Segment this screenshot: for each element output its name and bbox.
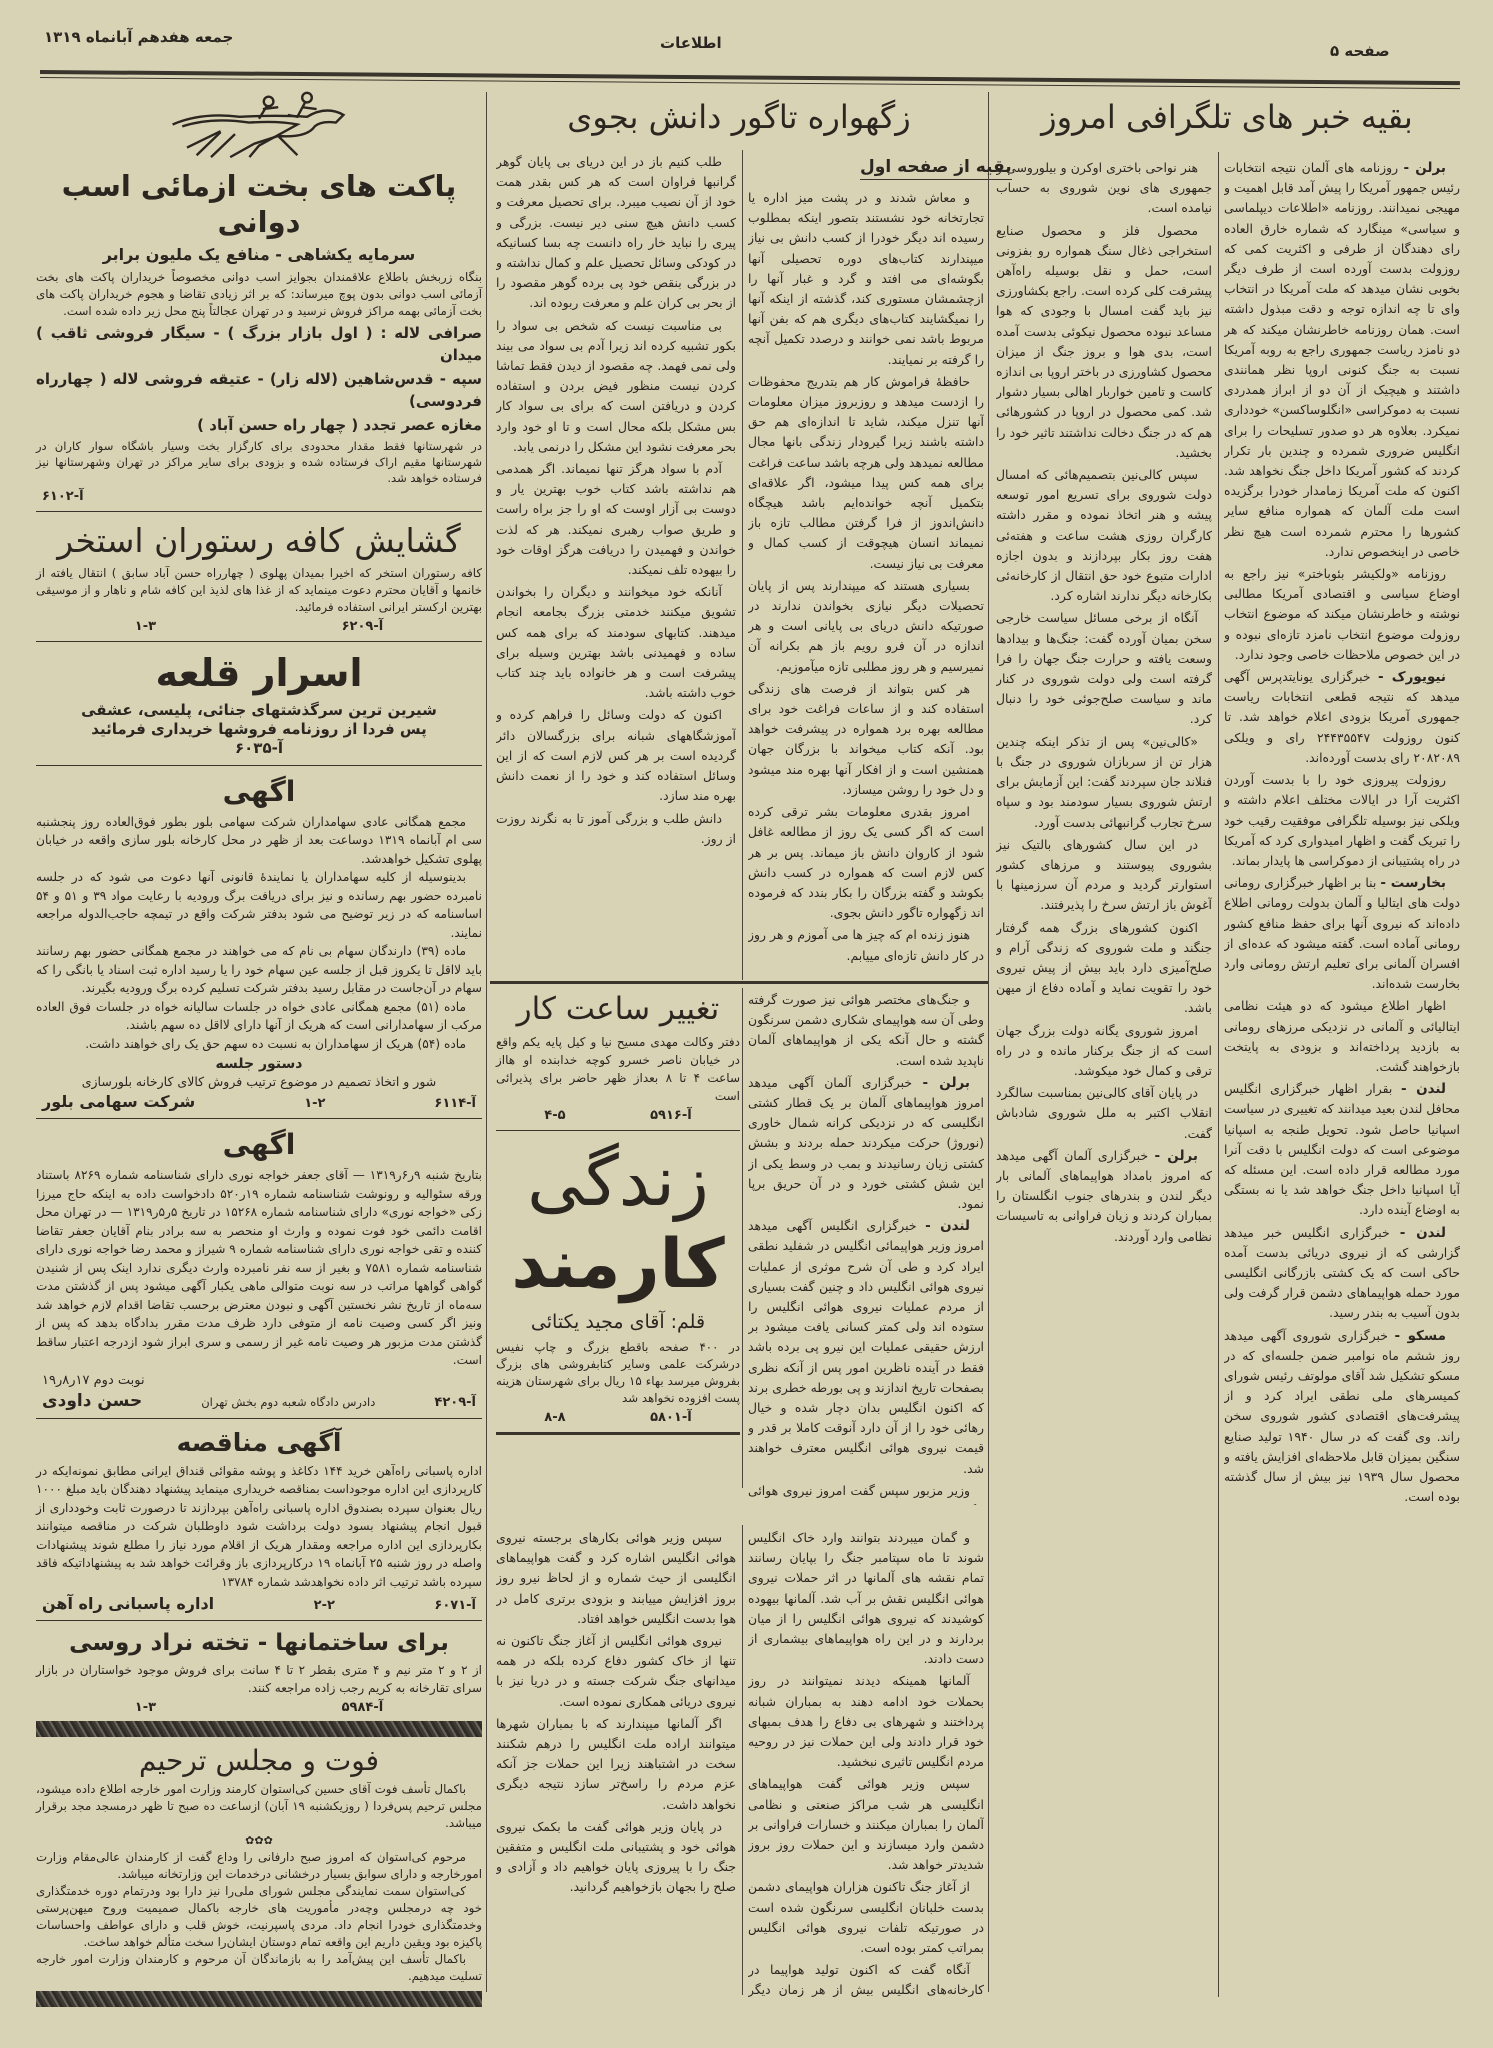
code-row	[42, 1594, 476, 1613]
paragraph-text: دانش طلب و بزرگی آموز تا به نگرند روزت از روز.	[496, 810, 736, 846]
paragraph	[496, 705, 736, 806]
code-row	[502, 1410, 734, 1425]
news-column-bottom-left	[496, 1528, 736, 1998]
paragraph	[748, 802, 984, 923]
hours-ad-body: دفتر وکالت مهدی مسیح نیا و کیل پایه یکم واقع در خیابان ناصر خسرو کوچه خدابنده او هااز ساعت ۴ تا ۸ بعداز ظهر حاضر برای پذیرائی است	[496, 1034, 740, 1103]
cafe-ad-title: گشایش کافه رستوران استخر	[57, 520, 461, 560]
paragraph	[1224, 667, 1460, 768]
paragraph: باکمال تأسف این پیش‌آمد را به بازماندگان آن مرحوم و کارمندان وزارت امور خارجه تسلیت میدهیم.	[36, 1952, 482, 1984]
ad-code: آ-۶۰۳۵	[235, 738, 283, 757]
paragraph-text: «کالی‌نین» پس از تذکر اینکه چندین هزار تن از سربازان شوروی در جنگ با فنلاند جان سپردند گفت: این آزمایش برای ارتش شوروی بسیار سودمند بود و سپاه سرخ تجارب گرانبهائی بدست آورد.	[996, 733, 1212, 830]
dateline: برلن -	[922, 1074, 970, 1091]
paragraph-text: وزیر مزبور سپس گفت امروز نیروی هوائی	[748, 1482, 970, 1498]
paragraph-text: در پایان وزیر هوائی گفت ما بکمک نیروی هوائی خود و پشتیبانی ملت انگلیس و متفقین جنگ را با پیروزی پایان خواهیم داد و آزادی و صلح را بجهان بازخواهیم گردانید.	[496, 1818, 736, 1895]
paragraph-text: از آغاز جنگ تاکنون هزاران هواپیمای دشمن بدست خلبانان انگلیسی سرنگون شده است در صورتیکه تلفات نیروی هوائی انگلیس بمراتب کمتر بوده است.	[748, 1879, 984, 1956]
code-row	[42, 1391, 476, 1411]
paragraph	[996, 1146, 1212, 1247]
telegraph-news-left	[996, 158, 1212, 1998]
paragraph	[748, 1877, 984, 1958]
middle-ads-stack	[496, 990, 740, 1435]
lottery-ad-subtitle: سرمایه یکشاهی - منافع یک ملیون برابر	[102, 244, 416, 264]
paragraph	[496, 1528, 736, 1629]
paragraph-text: روزولت پیروزی خود را با بدست آوردن اکثریت آرا در ایالات مختلف اعلام داشته و ویلکی نیز بوسیله تلگرافی موفقیت رقیب خود را تبریک گفت و اظهار امیدواری کرد که آمریکا در راه پشتیبانی از دموکراسی ها پایدار بماند.	[1224, 772, 1460, 868]
paragraph	[496, 1817, 736, 1898]
paragraph-text: آنگاه گفت که اکنون تولید هواپیما در کارخانه‌های انگلیس بیش از هر زمان دیگر	[748, 1962, 984, 1998]
lottery-locations-line: مغازه عصر تجدد ( چهار راه حسن آباد )	[197, 415, 482, 434]
paragraph	[748, 1671, 984, 1772]
castle-ad-line: شیرین ترین سرگذشتهای جنائی، پلیسی، عشقی	[81, 701, 437, 720]
ad-code: آ-۶۱۱۴	[434, 1096, 476, 1112]
paragraph-text: اکنون کشورهای بزرگ همه گرفتار جنگند و ملت شوروی که زندگی آرام و صلح‌آمیزی دارد باید بیش از پیش نیروی خود را تقویت نماید و آماده دفاع از میهن باشد.	[996, 919, 1212, 1016]
paragraph	[748, 990, 984, 1071]
paragraph-text: روزنامه «ولکیشر بئوباختر» نیز راجع به اوضاع سیاسی و اقتصادی آمریکا مطالبی نوشته و خاطرنشان میکند که موضوع انتخاب روزولت موضوع انتخاب نامزد تازه‌ای نبوده و در این خصوص ملاحظات خاصی وجود ندارد.	[1224, 566, 1460, 662]
shareholders-notice-body	[36, 813, 482, 1054]
paragraph	[748, 188, 984, 370]
paragraph	[748, 576, 984, 677]
divider	[36, 1118, 482, 1119]
notice-title: اگهی	[222, 774, 296, 808]
paragraph-text: آنگاه از برخی مسائل سیاست خارجی سخن بمیان آورده گفت: جنگ‌ها و بیدادها وسعت یافته و حرارت جنگ جهان را فرا گرفته است ولی دولت شوروی در کنار ماند و سیاست صلح‌جوئی خود را دنبال کرد.	[996, 610, 1212, 727]
paragraph	[996, 835, 1212, 916]
paragraph	[1224, 770, 1460, 871]
paragraph	[496, 459, 736, 580]
ad-code: آ-۵۹۱۶	[650, 1107, 692, 1123]
paragraph	[748, 679, 984, 800]
paragraph-text: در این سال کشورهای بالتیک نیز بشوروی پیوستند و مرزهای کشور استوارتر گردید و مردم آن سرزمینها با آغوش باز ارتش سرخ را پذیرفتند.	[996, 836, 1212, 913]
paragraph	[1224, 1326, 1460, 1508]
paragraph-text: بسیاری هستند که میپندارند پس از پایان تحصیلات دیگر نیازی بخواندن ندارند در صورتیکه دانش دریای بی پایانی است و هر اندازه در آن فرو رویم باز هم بکرانه آن نمیرسیم و هر روز مطلبی تازه میآموزیم.	[748, 577, 984, 674]
paragraph	[748, 1774, 984, 1875]
lumber-ad-body: از ۲ و ۲ متر نیم و ۴ متری بقطر ۲ تا ۴ سانت برای فروش موجود خواستاران در بازار سرای تقارخانه به کریم رجب زاده مراجعه کنند.	[36, 1663, 482, 1696]
racehorse-illustration	[159, 88, 359, 160]
paragraph-text: محصول فلز و محصول صنایع استخراجی ذغال سنگ همواره رو بفزونی است، حمل و نقل بوسیله راه‌آهن پیشرفت کلی کرده است. راجع بکشاورزی نیز باید گفت امسال با وجودی که هوا مساعد نبوده محصول نیکوئی بدست آمده است، بدی هوا و بروز جنگ از میزان محصول کشاورزی در باختر اروپا بی اندازه کاست و تامین خواربار اهالی بسیار دشوار شد. کمی محصول در اروپا در کشورهائی هم که در جنگ دخالت نداشتند تاثیر خود را بخشید.	[996, 222, 1212, 460]
dateline: برلن -	[1154, 1147, 1198, 1164]
paragraph-text: امروز شوروی یگانه دولت بزرگ جهان است که از جنگ برکنار مانده و در راه ترقی و کمال خود میکوشد.	[996, 1022, 1212, 1078]
column-divider	[486, 92, 487, 1992]
paragraph	[748, 1960, 984, 1998]
code-row	[42, 619, 476, 634]
paragraph: ماده (۵۴) هریک از سهامداران به نسبت ده سهم حق یک رای خواهند داشت.	[85, 1036, 466, 1051]
code-row	[42, 1373, 476, 1388]
dateline: برلن -	[1403, 160, 1446, 176]
paragraph-text: خبرگزاری یونایتدپرس آگهی میدهد که نتیجه قطعی انتخابات ریاست جمهوری آمریکا بزودی اعلام خواهد شد. تا کنون روزولت ۲۴۴۳۵۵۴۷ رای و ویلکی ۲۰۸۲۰۸۹ رای بدست آورده‌اند.	[1224, 669, 1460, 765]
paragraph	[748, 1528, 984, 1669]
paragraph-text: هر کس بتواند از فرصت های زندگی استفاده کند و از ساعات فراغت خود برای مطالعه بهره برد همواره در پیشرفت خواهد بود. آنکه کتاب میخواند با بزرگان جهان همنشین است و از افکار آنها بهره مند میشود و دل خود را روشن میسازد.	[748, 680, 984, 797]
divider	[36, 511, 482, 512]
code-row	[502, 1108, 734, 1123]
hours-ad-title: تغییر ساعت کار	[516, 991, 720, 1027]
telegraph-news-headline: بقیه خبر های تلگرافی امروز	[1041, 98, 1413, 136]
news-column	[748, 990, 984, 1505]
run-date: نوبت دوم ۱۷ر۸ر۱۹	[42, 1372, 145, 1388]
paragraph	[496, 582, 736, 703]
subcolumn-divider	[742, 150, 743, 980]
paragraph-text: اکنون که دولت وسائل را فراهم کرده و آموزشگاههای شبانه برای بزرگسالان دائر گردیده است بر هر کس لازم است که از این وسائل استفاده کند و خود را از نعمت دانش بهره مند سازد.	[496, 707, 736, 804]
code-row	[42, 1700, 476, 1715]
paragraph: باکمال تأسف فوت آقای حسین کی‌استوان کارمند وزارت امور خارجه اطلاع داده میشود، مجلس ترحیم پس‌فردا ( روزیکشنبه ۱۹ آبان) ازساعت ده صبح تا ظهر درمسجد مجد برقرار میباشد.	[36, 1782, 482, 1831]
paragraph	[748, 1481, 984, 1505]
paragraph-text: بنا بر اظهار خبرگزاری رومانی دولت های ایتالیا و آلمان بدولت رومانی اطلاع داده‌اند که نیروی آنها برای حفظ منافع کشور رومانی آماده است. گفته میشود که عده‌ای از افسران آلمانی برای تعلیم ارتش رومانی وارد بخارست شده‌اند.	[1224, 875, 1460, 992]
divider	[496, 1432, 740, 1435]
paragraph: ماده (۳۹) دارندگان سهام بی نام که می خواهند در مجمع همگانی حضور بهم رسانند باید لااقل تا یکروز قبل از جلسه عین سهام خود را یا رسید اداره ثبت اسناد یا بانگی را که سهام در آن‌جاست در مقابل رسید بدفتر شرکت تسلیم کرده برگ ورودیه بگیرند.	[36, 944, 482, 995]
paragraph	[996, 608, 1212, 729]
lumber-ad-title: برای ساختمانها - تخته نراد روسی	[69, 1630, 449, 1657]
divider	[36, 1620, 482, 1621]
paragraph	[496, 1631, 736, 1712]
castle-ad-title: اسرار قلعه	[155, 650, 363, 695]
ad-code: آ-۶۱۰۲	[42, 488, 84, 504]
lottery-locations-line: سپه - قدس‌شاهین (لاله زار) - عتیقه فروشی لاله ( چهارراه فردوسی)	[36, 369, 482, 410]
paragraph-text: سپس وزیر هوائی بکارهای برجسته نیروی هوائی انگلیس اشاره کرد و گفت هواپیماهای انگلیسی از حیث شماره و از لحاظ نیرو روز بروز افزایش مییابند و بزودی برتری کامل در هوا بدست انگلیس خواهد افتاد.	[496, 1530, 736, 1626]
ornament-separator: ✿✿✿	[245, 1834, 273, 1848]
paragraph-text: هنوز زنده ام که چیز ها می آموزم و هر روز در کار دانش تازه‌ای مییابم.	[748, 927, 984, 963]
paragraph-text: خبرگزاری انگلیس خبر میدهد گزارشی که از نیروی دریائی بدست آمده حاکی است که یک کشتی بازرگانی انگلیسی مورد حمله هواپیماهای دشمن قرار گرفت ولی بدون آسیب به بندر رسید.	[1224, 1224, 1460, 1321]
paragraph-text: بی مناسبت نیست که شخص بی سواد را بکور تشبیه کرده اند زیرا آدم بی سواد می بیند ولی نمی فهمد. چه مقصود از دیدن فقط تماشا کردن نیست منظور فیض بردن و استفاده کردن و دریافتن است که برای بی سواد کار بس مشکل بلکه محال است و تا او خود وارد بحر معرفت نشود این مشکل را درنمی یابد.	[496, 317, 736, 454]
paragraph	[1224, 158, 1460, 562]
ad-code: آ-۶۰۷۱	[434, 1598, 476, 1614]
book-ad-title-bottom: کارمند	[511, 1224, 725, 1304]
paragraph-text: و گمان میبردند بتوانند وارد خاک انگلیس شوند تا ماه سپتامبر جنگ را بپایان رسانند تمام نقشه های آلمانها در اثر حملات نیروی هوائی انگلیس نقش بر آب شد. آلمانها بیهوده کوشیدند که نیروی هوائی انگلیس را از میان بردارند و در این راه هواپیماهای بیشماری از دست دادند.	[748, 1530, 984, 1667]
paragraph-text: سپس کالی‌نین بتصمیم‌هائی که امسال دولت شوروی برای تسریع امور توسعه پیشه و هنر اتخاذ نموده و مقرر داشته کارگران روزی هشت ساعت و هفته‌ئی هفت روز بکار بپردازند و بدون اجازه ادارات متبوع خود حق انتقال از کارخانه‌ئی بکارخانه دیگر ندارند اشاره کرد.	[996, 467, 1212, 604]
paragraph-text: در پایان آقای کالی‌نین بمناسبت سالگرد انقلاب اکتبر به ملل شوروی شادباش گفت.	[996, 1085, 1212, 1141]
notice-signature: اداره پاسبانی راه آهن	[42, 1594, 215, 1614]
tender-title: آگهی مناقصه	[176, 1427, 342, 1457]
obituary-body	[36, 1781, 482, 1985]
decorative-border	[36, 1991, 482, 2007]
paragraph	[996, 1083, 1212, 1144]
paragraph-text: نیروی هوائی انگلیس از آغاز جنگ تاکنون نه تنها از خاک کشور دفاع کرده بلکه در همه میدانهای جنگ شرکت جسته و در دریا نیز با نیروی دریائی همکاری نموده است.	[496, 1633, 736, 1709]
paragraph	[996, 1021, 1212, 1082]
article-continued-left	[496, 152, 736, 978]
paragraph	[996, 732, 1212, 833]
divider	[496, 1130, 740, 1131]
paragraph-text: بقرار اظهار خبرگزاری انگلیس محافل لندن بعید میدانند که تغییری در سیاست اسپانیا حاصل شود. تحویل طنجه به اسپانیا موضوعی است که دولت انگلیس با دقت آنرا مورد مطالعه قرار داده است. این مسئله که آیا اسپانیا داخل جنگ خواهد شد یا نه بستگی به اوضاع آینده دارد.	[1224, 1081, 1460, 1218]
tender-body: اداره پاسبانی راه‌آهن خرید ۱۴۴ دکاغذ و پوشه مقوائی قنداق ایرانی مطابق نمونه‌ایکه در کارپردازی این اداره موجوداست بمناقصه خریداری مینماید پیشنهاد دهندگان باید مبلغ ۱۰۰۰ ریال بعنوان سپرده بصندوق اداره پاسبانی راه‌آهن بپردازند تا درصورت ثابت وخودداری از قبول انجام پیشنهاد بسود دولت برداشت شود داوطلبان شرکت در مناقصه میتوانند بکارپردازی این اداره مراجعه ومقدار هریک از اقلام مورد نیاز را مطلع شوند پیشنهادات واصله در روز شنبه ۲۵ آبانماه ۱۹ درکارپردازی باز وقرائت خواهد شد به پیشنهاداتیکه فاقد سپرده باشد ترتیب اثر داده نخواهدشد شماره ۱۳۷۸۴	[36, 1463, 483, 1589]
dateline: لندن -	[925, 1218, 970, 1235]
agenda-text: شور و اتخاذ تصمیم در موضوع ترتیب فروش کالای کارخانه بلورسازی	[81, 1073, 437, 1089]
notice-signature: شرکت سهامی بلور	[42, 1092, 196, 1112]
paragraph-text: خبرگزاری شوروی آگهی میدهد روز ششم ماه نوامبر ضمن جلسه‌ای که در مسکو تشکیل شد آقای مولوتف رئیس شورای کمیسرهای ملی نطقی ایراد کرد و از پیشرفت‌های اقتصادی کشور شوروی سخن راند. وی گفت که در سال ۱۹۴۰ تولید صنایع سنگین بمیزان قابل ملاحظه‌ای افزایش یافته و محصول سال ۱۹۳۹ نیز بیش از سال گذشته بوده است.	[1224, 1327, 1460, 1505]
notice-title: اگهی	[222, 1128, 296, 1162]
paragraph	[1224, 873, 1460, 994]
decorative-border	[36, 1721, 482, 1737]
dateline: مسکو -	[1394, 1327, 1446, 1344]
subcolumn-divider	[1218, 152, 1219, 1997]
paragraph-text: امروز بقدری معلومات بشر ترقی کرده است که اگر کسی یک روز از مطالعه غافل شود از کاروان دانش باز میماند. پس بر هر کس لازم است که همواره در کسب دانش بکوشد و گفته بزرگان را بکار بندد که فرموده اند زگهواره تاگور دانش بجوی.	[748, 804, 984, 921]
ad-run: ۱-۳	[134, 618, 157, 634]
paragraph	[996, 465, 1212, 606]
article-continued-right	[748, 188, 984, 978]
divider	[36, 641, 482, 642]
lottery-ad-footer: در شهرستانها فقط مقدار محدودی برای کارگزار بخت وسیار باشگاه سوار کاران در شهرستانها مقیم اراک فرستاده شده و بزودی برای سایر مراکز در تهران وشهرستانها نیز فرستاده خواهد شد.	[36, 438, 482, 485]
ad-run: ۱-۳	[134, 1700, 157, 1716]
issue-date: جمعه هفدهم آبانماه ۱۳۱۹	[44, 28, 234, 46]
newspaper-name: اطلاعات	[660, 34, 722, 52]
paragraph	[496, 1714, 736, 1815]
book-ad-title-top: زندگی	[527, 1139, 709, 1222]
paragraph-text: اگر آلمانها میپندارند که با بمباران شهرها میتوانند اراده ملت انگلیس را درهم شکنند سخت در اشتباهند زیرا این حملات جز آنکه عزم مردم را راسخ‌تر سازد نتیجه دیگری نخواهد داشت.	[496, 1715, 736, 1812]
lottery-locations-line: صرافی لاله : ( اول بازار بزرگ ) - سیگار فروشی ثاقب ) میدان	[36, 323, 482, 364]
code-row	[42, 1092, 476, 1111]
paragraph-text: خبرگزاری آلمان آگهی میدهد که امروز بامداد هواپیماهای آلمانی بار دیگر لندن و بندرهای جنوب انگلستان را بمباران کردند و زیان فراوانی به تاسیسات نظامی وارد آوردند.	[996, 1147, 1212, 1244]
news-column-bottom-right	[748, 1528, 984, 1998]
paragraph	[1224, 564, 1460, 665]
paragraph-text: اظهار اطلاع میشود که دو هیئت نظامی ایتالیائی و آلمانی در نزدیکی مرزهای رومانی به بازدید پرداخته‌اند و بزودی به پایتخت بازخواهند گشت.	[1224, 998, 1460, 1074]
ad-code: آ-۶۲۰۹	[341, 618, 384, 634]
notice-signature: حسن داودی	[42, 1390, 143, 1411]
ad-run: ۲-۲	[313, 1598, 335, 1614]
paragraph: ماده (۵۱) مجمع همگانی عادی خواه در جلسات سالیانه خواه در جلسات فوق العاده مرکب از سهامدارانی است که هریک از آنها دارای لااقل ده سهم باشند.	[36, 999, 482, 1032]
divider	[36, 1418, 482, 1419]
paragraph	[748, 925, 984, 965]
ad-run: ۴-۵	[544, 1107, 566, 1123]
article-headline: زگهواره تاگور دانش بجوی	[567, 98, 911, 136]
paragraph	[748, 1073, 984, 1214]
paragraph: بدینوسیله از کلیه سهامداران یا نمایندهٔ قانونی آنها دعوت می شود که در جلسه نامبرده حضور بهم رسانده و نیز برای دریافت برگ ورودیه با رعایت مواد ۳۹ و ۵۱ و ۵۴ اساسنامه که در زیر توضیح می شود بدفتر شرکت واقع در تیمچه حاجب‌الدوله مراجعه نمایند.	[36, 870, 483, 940]
paragraph: کی‌استوان سمت نمایندگی مجلس شورای ملی‌را نیز دارا بود ودرتمام دوره خدمتگذاری خود چه درمجلس وچه‌در مأموریت های خارجه باکمال صمیمیت وروح میهن‌پرستی وخدمتگذاری خودرا انجام داد. مردی پاسپرنیت، خوش قلب و دارای عواطف واحساسات پاکیزه بود ویقین داریم این واقعه تمام دوستان ایشان‌را سخت متألم خواهد ساخت.	[36, 1884, 482, 1950]
page-number: صفحه ۵	[1330, 42, 1390, 60]
paragraph-text: آلمانها همینکه دیدند نمیتوانند در روز بحملات خود ادامه دهند به بمباران شبانه پرداختند و شهرهای بی دفاع را هدف بمبهای خود قرار دادند ولی این حملات نیز در روحیه مردم انگلیس تاثیری نبخشید.	[748, 1673, 984, 1770]
code-row	[42, 489, 476, 504]
paragraph-text: و معاش شدند و در پشت میز اداره یا تجارتخانه خود نشستند بتصور اینکه بمطلوب رسیده اند دیگر خودرا از کسب دانش بی نیاز میپندارند کتاب‌های دوره تحصیلی آنها بگوشه‌ای می افتد و گرد و غبار آنها را ازچشمشان مستوری کند، گذشته از اینکه آنها را نمیگشایند کتاب‌های دیگری هم که بفن آنها مربوط باشد نمی خوانند و درصدد تکمیل آنچه را گرفته بر نمیایند.	[748, 190, 984, 367]
agenda-title: دستور جلسه	[215, 1056, 303, 1072]
continued-label: بقیه از صفحه اول	[860, 157, 1012, 180]
subcolumn-divider	[742, 1525, 743, 1995]
telegraph-news-right	[1224, 158, 1460, 1998]
paragraph: مرحوم کی‌استوان که امروز صبح دارفانی را وداع گفت از کارمندان عالی‌مقام وزارت امورخارجه و دارای سوابق بسیار درخشانی درخدمات این وزارتخانه میباشد.	[36, 1850, 482, 1882]
paragraph-text: و جنگ‌های مختصر هوائی نیز صورت گرفته وطی آن سه هواپیمای شکاری دشمن سرنگون گشته و حال آنکه یکی از هواپیماهای آلمان ناپدید شده است.	[748, 992, 984, 1068]
paragraph-text: آدم با سواد هرگز تنها نمیماند. اگر همدمی هم نداشته باشد کتاب خوب بهترین یار و دوست بی آزار اوست که او را جز براه راست و طریق صواب رهبری نمیکند. هر که لذت خواندن و فهمیدن را دریافت هرگز اوقات خود را بیهوده تلف نمیکند.	[496, 461, 736, 578]
dateline: لندن -	[1401, 1081, 1446, 1098]
paragraph-text: خبرگزاری انگلیس آگهی میدهد امروز وزیر هواپیمائی انگلیس در شفلید نطقی ایراد کرد و طی آن شرح موثری از عملیات نیروی هوائی انگلیس داد و چنین گفت بسیاری از مردم عملیات نیروی هوائی انگلیس را ستوده اند ولی کمتر کسانی یافت میشود بر ارزش حقیقی عملیات این نیرو پی برده باشد فقط در آینده ناظرین امور پس از آنکه نظری بصفحات تاریخ اندازند و پی بورطه خطری برند که اکنون انگلیس بدان دچار شده و خیال رهائی خود را از آن دارد آنوقت کاملا بر قدر و قیمت نیروی هوائی انگلیس معترف خواهند شد.	[748, 1218, 984, 1476]
paragraph	[1224, 1079, 1460, 1220]
lottery-ad-title: پاکت های بخت ازمائی اسب دوانی	[61, 169, 457, 240]
paragraph	[996, 918, 1212, 1019]
paragraph	[496, 152, 736, 314]
left-ads-column	[36, 88, 482, 2013]
ad-code: آ-۴۲۰۹	[434, 1394, 476, 1410]
paragraph: مجمع همگانی عادی سهامداران شرکت سهامی بلور بطور فوق‌العاده روز پنجشنبه سی ام آبانماه ۱۳۱۹ دوساعت بعد از ظهر در محل کارخانه بلور سازی واقعه در خیابان پهلوی تشکیل خواهدشد.	[36, 814, 482, 866]
column-divider	[988, 92, 989, 1992]
dateline: لندن -	[1399, 1224, 1446, 1241]
book-ad-author: قلم: آقای مجید یکتائی	[530, 1310, 706, 1333]
paragraph-text: هنر نواحی باختری اوکرن و بیلوروسی و جمهوری های نوین شوروی به حساب نیامده است.	[996, 160, 1212, 216]
ad-run: ۸-۸	[544, 1409, 566, 1425]
obituary-title: فوت و مجلس ترحیم	[138, 1744, 380, 1778]
ad-code: آ-۵۹۸۴	[341, 1700, 384, 1716]
paragraph	[496, 809, 736, 849]
paragraph	[748, 1216, 984, 1479]
paragraph	[1224, 996, 1460, 1077]
paragraph	[996, 158, 1212, 219]
paragraph	[1224, 1223, 1460, 1324]
paragraph	[496, 316, 736, 457]
paragraph-text: آنانکه خود میخوانند و دیگران را بخواندن تشویق میکنند خدمتی بزرگ بجامعه انجام میدهند. کتابهای سودمند که برای همه کس ساده و فهمیدنی باشد بهترین وسیله برای پیشرفت است و هر خانواده باید چند کتاب خوب داشته باشد.	[496, 584, 736, 701]
paragraph-text: طلب کنیم باز در این دریای بی پایان گوهر گرانبها فراوان است که هر کس بقدر همت خود از آن نصیب میبرد. برای تحصیل معرفت و کسب دانش هیچ سنی دیر نیست. بزرگی و پیری را نباید خار راه دانست چه بسا کسانیکه در کودکی وسائل تحصیل علم و کمال نداشته و در بزرگی بنقص خود پی برده گوهر مقصود را از بحر بی کران علم و معرفت ربوده اند.	[496, 154, 736, 311]
book-ad-body: در ۴۰۰ صفحه باقطع بزرگ و چاپ نفیس درشرکت علمی وسایر کتابفروشی های بزرگ بفروش میرسد بهاء ۱۵ ریال برای شهرستان هزینه پست افزوده نخواهد شد	[496, 1339, 740, 1405]
divider	[490, 981, 988, 984]
lottery-ad-body: بنگاه زربخش باطلاع علاقمندان بجوایز اسب دوانی مخصوصاً خریداران پاکت های بخت آزمائی اسب دوانی بدون پوچ میرساند: که بر اثر زیادی تقاضا و هجوم خریداران پاکت های بخت آزمائی بهمه مراکز فروش نرسید و در تهران عجالتاً پنج محل زیر داده شده است.	[36, 269, 482, 318]
castle-ad-line: پس فردا از روزنامه فروشها خریداری فرمائید	[91, 720, 427, 738]
ad-code: آ-۵۸۰۱	[650, 1409, 692, 1425]
inheritance-notice-body: بتاریخ شنبه ۹ر۶ر۱۳۱۹ — آقای جعفر خواجه نوری دارای شناسنامه شماره ۸۲۶۹ باستناد ورقه سئوالیه و رونوشت شناسنامه شماره ۱۹ر۵۲۰ دادخواست داده به اینکه حاج میرزا زکی «خواجه نوری» دارای شناسنامه شماره ۱۵۲۶۸ در تاریخ ۵ر۵ر۱۳۱۹ — در تهران محل اقامت دائمی خود فوت نموده و وارث او منحصر به سه برادر بنام آقایان جعفر تقاضا کننده و تقی خواجه نوری دارای شناسنامه شماره ۹ شیراز و محمد رضا خواجه نوری دارای شناسنامه شماره ۷۵۸۱ و بغیر از سه نفر نامبرده وارث دیگری ندارد اینک پس از شنیدن گواهی گواهها مراتب در سه نوبت متوالی ماهی یکبار آگهی میشود پس از گذشتن مدت سه‌ماه از تاریخ نشر نخستین آگهی و نبودن معترض برحسب تقاضا اقدام لازم خواهد شد ونیز اگر کسی وصیت نامه از متوفی دارد ظرف مدت مقرر بدادگاه بدهد که پس از گذشتن مدت مزبور هر وصیت نامه غیر از رسمی و سری ابراز شود ازدرجه اعتبار ساقط است.	[36, 1168, 483, 1368]
subcolumn-divider	[742, 988, 743, 1488]
dateline: بخارست -	[1380, 875, 1446, 892]
divider	[36, 765, 482, 766]
paragraph-text: خبرگزاری آلمان آگهی میدهد امروز هواپیماهای آلمان بر یک قطار کشتی انگلیسی که در نزدیکی کرانه شمال خاوری (نوروژ) حرکت میکردند حمله بردند و بشش کشتی زیان رسانیدند و بمب در وسط یکی از این شش کشتی خورد و در آن حریق برپا نمود.	[748, 1074, 984, 1212]
dateline: نیویورک -	[1378, 669, 1446, 686]
paragraph	[748, 372, 984, 574]
paragraph-text: روزنامه های آلمان نتیجه انتخابات رئیس جمهور آمریکا را پیش آمد قابل اهمیت و مهیجی نمیدانند. روزنامه «اطلاعات دیپلماسی و سیاسی» مینگارد که شماره خارق العاده رای دهندگان از طرفی و اکثریت کمی که روزولت بدست آورده است از طرف دیگر بخوبی نشان میدهد که ملت آمریکا در انتخاب وای تا چه اندازه توجه و دقت مبذول داشته است. همان روزنامه خاطرنشان میکند که هر دو نامزد ریاست جمهوری راجع به روبه آمریکا نسبت به جنگ کنونی اروپا نظر همانندی داشتند و هیچیک از آن دو از ابراز همدردی نسبت به دموکراسی «انگلوساکسن» خودداری نمیکرد. بعلاوه هر دو صدور تسلیحات را برای انگلیس ضروری شمرده و چندین بار تکرار کردند که کشور آمریکا داخل جنگ نخواهد شد. اکنون که ملت آمریکا زمامدار خودرا برگزیده است ملت آلمان که همواره منافع سایر کشورها را محترم شمرده است هیچ نظر خاصی در اینخصوص ندارد.	[1224, 160, 1460, 559]
paragraph-text: سپس وزیر هوائی گفت هواپیماهای انگلیسی هر شب مراکز صنعتی و نظامی آلمان را بمباران میکنند و خسارات فراوانی بر دشمن وارد میسازند و این حملات روز بروز شدیدتر خواهد شد.	[748, 1776, 984, 1873]
ad-run: ۱-۲	[304, 1096, 326, 1112]
paragraph	[996, 221, 1212, 463]
racehorse-illustration-wrap	[36, 88, 482, 160]
paragraph-text: حافظهٔ فراموش کار هم بتدریج محفوظات را ازدست میدهد و روزبروز میزان معلومات آنها تنزل میکند، شاید تا اندازه‌ای هم حق داشته باشند زیرا گیرودار زندگی بانها مجال مطالعه نمیدهد ولی هرچه باشد ساعت فراغت برای همه کس پیدا میشود، اگر علاقه‌ای بتکمیل آنچه خوانده‌ایم باشد هیچگاه دانش‌اندوز از فرا گرفتن مطالب تازه باز نمیماند انسان هیچوقت از کسب کمال و معرفت بی نیاز نیست.	[748, 373, 984, 571]
judge-title: دادرس دادگاه شعبه دوم بخش تهران	[201, 1394, 376, 1409]
cafe-ad-body: کافه رستوران استخر که اخیرا بمیدان پهلوی ( چهارراه حسن آباد سابق ) انتقال یافته از خانمها و آقایان محترم دعوت مینماید که از غذا های لذیذ این کافه شام و ناهار و از موسیقی بهترین ارکستر ایرانی استفاده فرمائید.	[36, 565, 482, 614]
